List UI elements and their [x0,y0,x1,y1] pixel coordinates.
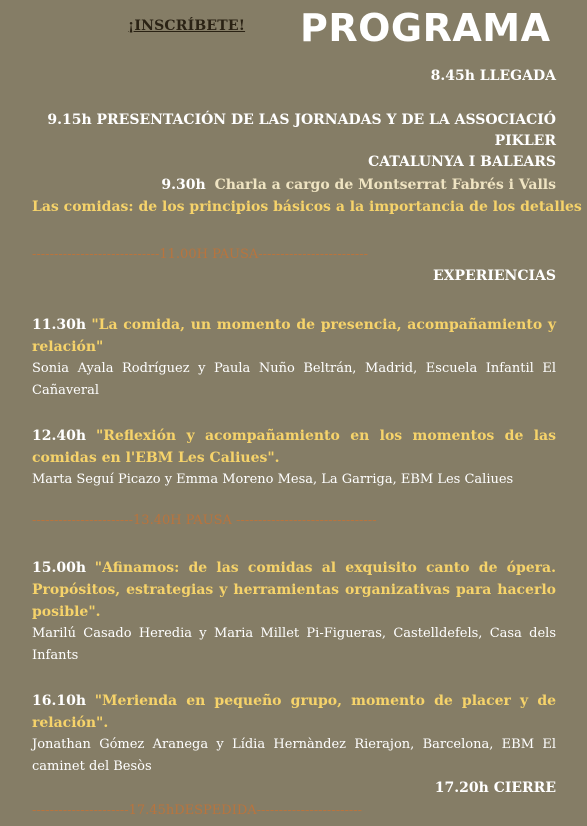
presentation-line-1: 9.15h PRESENTACIÓN DE LAS JORNADAS Y DE LA ASSOCIACIÓ PIKLER [47,112,556,149]
exp2-time: 12.40h [32,428,87,444]
page-title: PROGRAMA [300,6,551,50]
presentation-line-2: CATALUNYA I BALEARS [368,154,556,170]
pause-divider-2: -----------------------13.40H PAUSA -------------------------------- [32,513,377,528]
experience-1 [32,314,556,402]
inscribete-link[interactable]: ¡INSCRÍBETE! [128,18,246,34]
exp4-title: "Merienda en pequeño grupo, momento de placer y de relación". [32,693,557,731]
presentation-item [0,110,556,173]
talk-label: Charla a cargo de Montserrat Fabrés i Valls [214,177,556,193]
exp4-time: 16.10h [32,693,87,709]
exp3-time: 15.00h [32,560,87,576]
closing-item: 17.20h CIERRE [434,780,556,796]
exp4-names: Jonathan Gómez Aranega y Lídia Hernàndez Rierajon, Barcelona, EBM El caminet del Besòs [32,737,556,774]
farewell-divider: ----------------------17.45hDESPEDIDA------------------------ [32,803,363,818]
experiences-heading: EXPERIENCIAS [432,268,556,284]
exp1-title: "La comida, un momento de presencia, acompañamiento y relación" [32,317,557,355]
experience-2 [32,425,556,491]
talk-item [161,177,556,193]
experience-4 [32,690,556,778]
talk-time: 9.30h [161,177,206,193]
exp2-names: Marta Seguí Picazo y Emma Moreno Mesa, La Garriga, EBM Les Caliues [32,472,514,487]
exp2-title: "Reflexión y acompañamiento en los momentos de las comidas en l'EBM Les Caliues". [32,428,556,466]
exp1-names: Sonia Ayala Rodríguez y Paula Nuño Beltrán, Madrid, Escuela Infantil El Cañaveral [32,361,556,398]
talk-title: Las comidas: de los principios básicos a la importancia de los detalles [32,199,582,215]
exp3-names: Marilú Casado Heredia y Maria Millet Pi-Figueras, Castelldefels, Casa dels Infants [32,626,556,663]
pause-divider-1: -----------------------------11.00H PAUSA------------------------- [32,247,369,262]
experience-3 [32,557,556,667]
exp1-time: 11.30h [32,317,87,333]
arrival-item: 8.45h LLEGADA [430,68,556,84]
exp3-title: "Afinamos: de las comidas al exquisito canto de ópera. Propósitos, estrategias y herramientas organizativas para hacerlo posible". [32,560,557,620]
